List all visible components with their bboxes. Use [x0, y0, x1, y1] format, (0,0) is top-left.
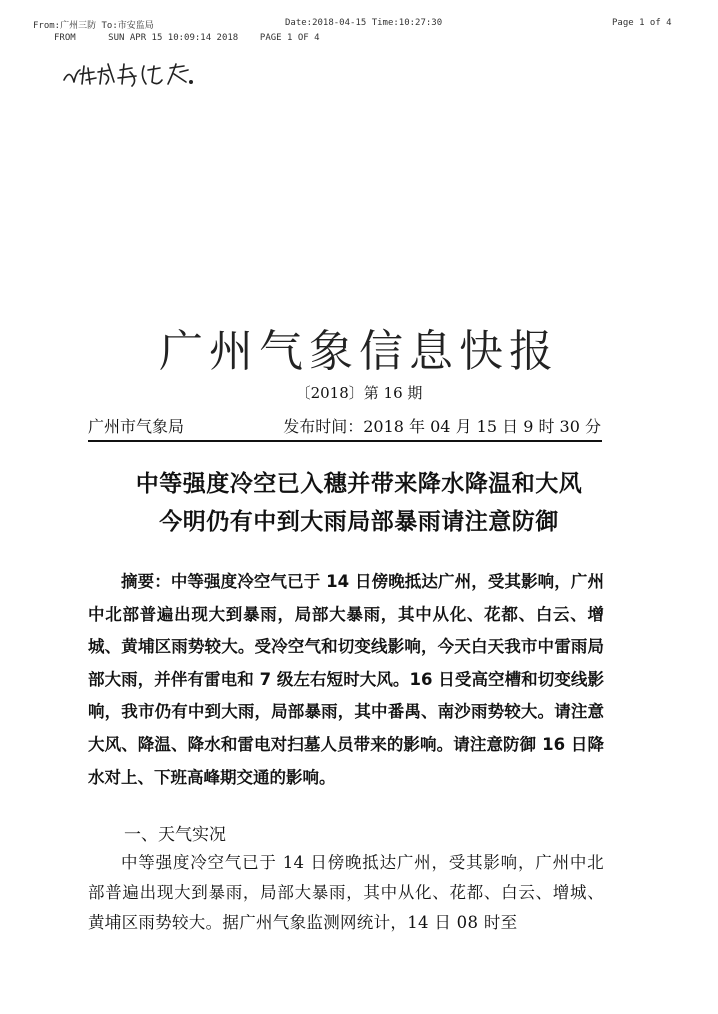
handwritten-note — [60, 58, 195, 90]
fax-header-transmission: FROM SUN APR 15 10:09:14 2018 PAGE 1 OF 4 — [54, 33, 320, 43]
issue-number: 〔2018〕第 16 期 — [295, 384, 423, 402]
fax-header-page: Page 1 of 4 — [612, 18, 672, 28]
issuer-name: 广州市气象局 — [88, 417, 185, 436]
masthead-divider — [88, 440, 602, 442]
section-title-weather: 一、天气实况 — [124, 825, 226, 845]
abstract-text: 中等强度冷空气已于 14 日傍晚抵达广州，受其影响，广州中北部普遍出现大到暴雨，局部大暴雨，其中从化、花都、白云、增城、黄埔区雨势较大。受冷空气和切变线影响，今天白天我市中雷雨局部大雨，并伴有雷电和 7 级左右短时大风。16 日受高空槽和切变线影响，我市仍有中到大雨，局部暴雨，其中番禺、南沙雨势较大。请注意大风、降温、降水和雷电对扫墓人员带来的影响。请注意防御 16 日降水对上、下班高峰期交通的影响。 — [88, 572, 604, 787]
masthead-title: 广州气象信息快报 — [159, 326, 559, 377]
headline-line-2: 今明仍有中到大雨局部暴雨请注意防御 — [159, 509, 559, 535]
publish-time: 发布时间：2018 年 04 月 15 日 9 时 30 分 — [283, 417, 601, 436]
fax-header-datetime: Date:2018-04-15 Time:10:27:30 — [285, 18, 443, 28]
section-body-weather: 中等强度冷空气已于 14 日傍晚抵达广州，受其影响，广州中北部普遍出现大到暴雨，局部大暴雨，其中从化、花都、白云、增城、黄埔区雨势较大。据广州气象监测网统计，14 日 08 时至 — [88, 853, 604, 932]
headline-line-1: 中等强度冷空已入穗并带来降水降温和大风 — [135, 471, 583, 497]
abstract-label: 摘要： — [121, 572, 171, 591]
abstract-paragraph — [88, 566, 604, 794]
fax-header-from-to: From:广州三防 To:市安监局 — [33, 21, 154, 31]
